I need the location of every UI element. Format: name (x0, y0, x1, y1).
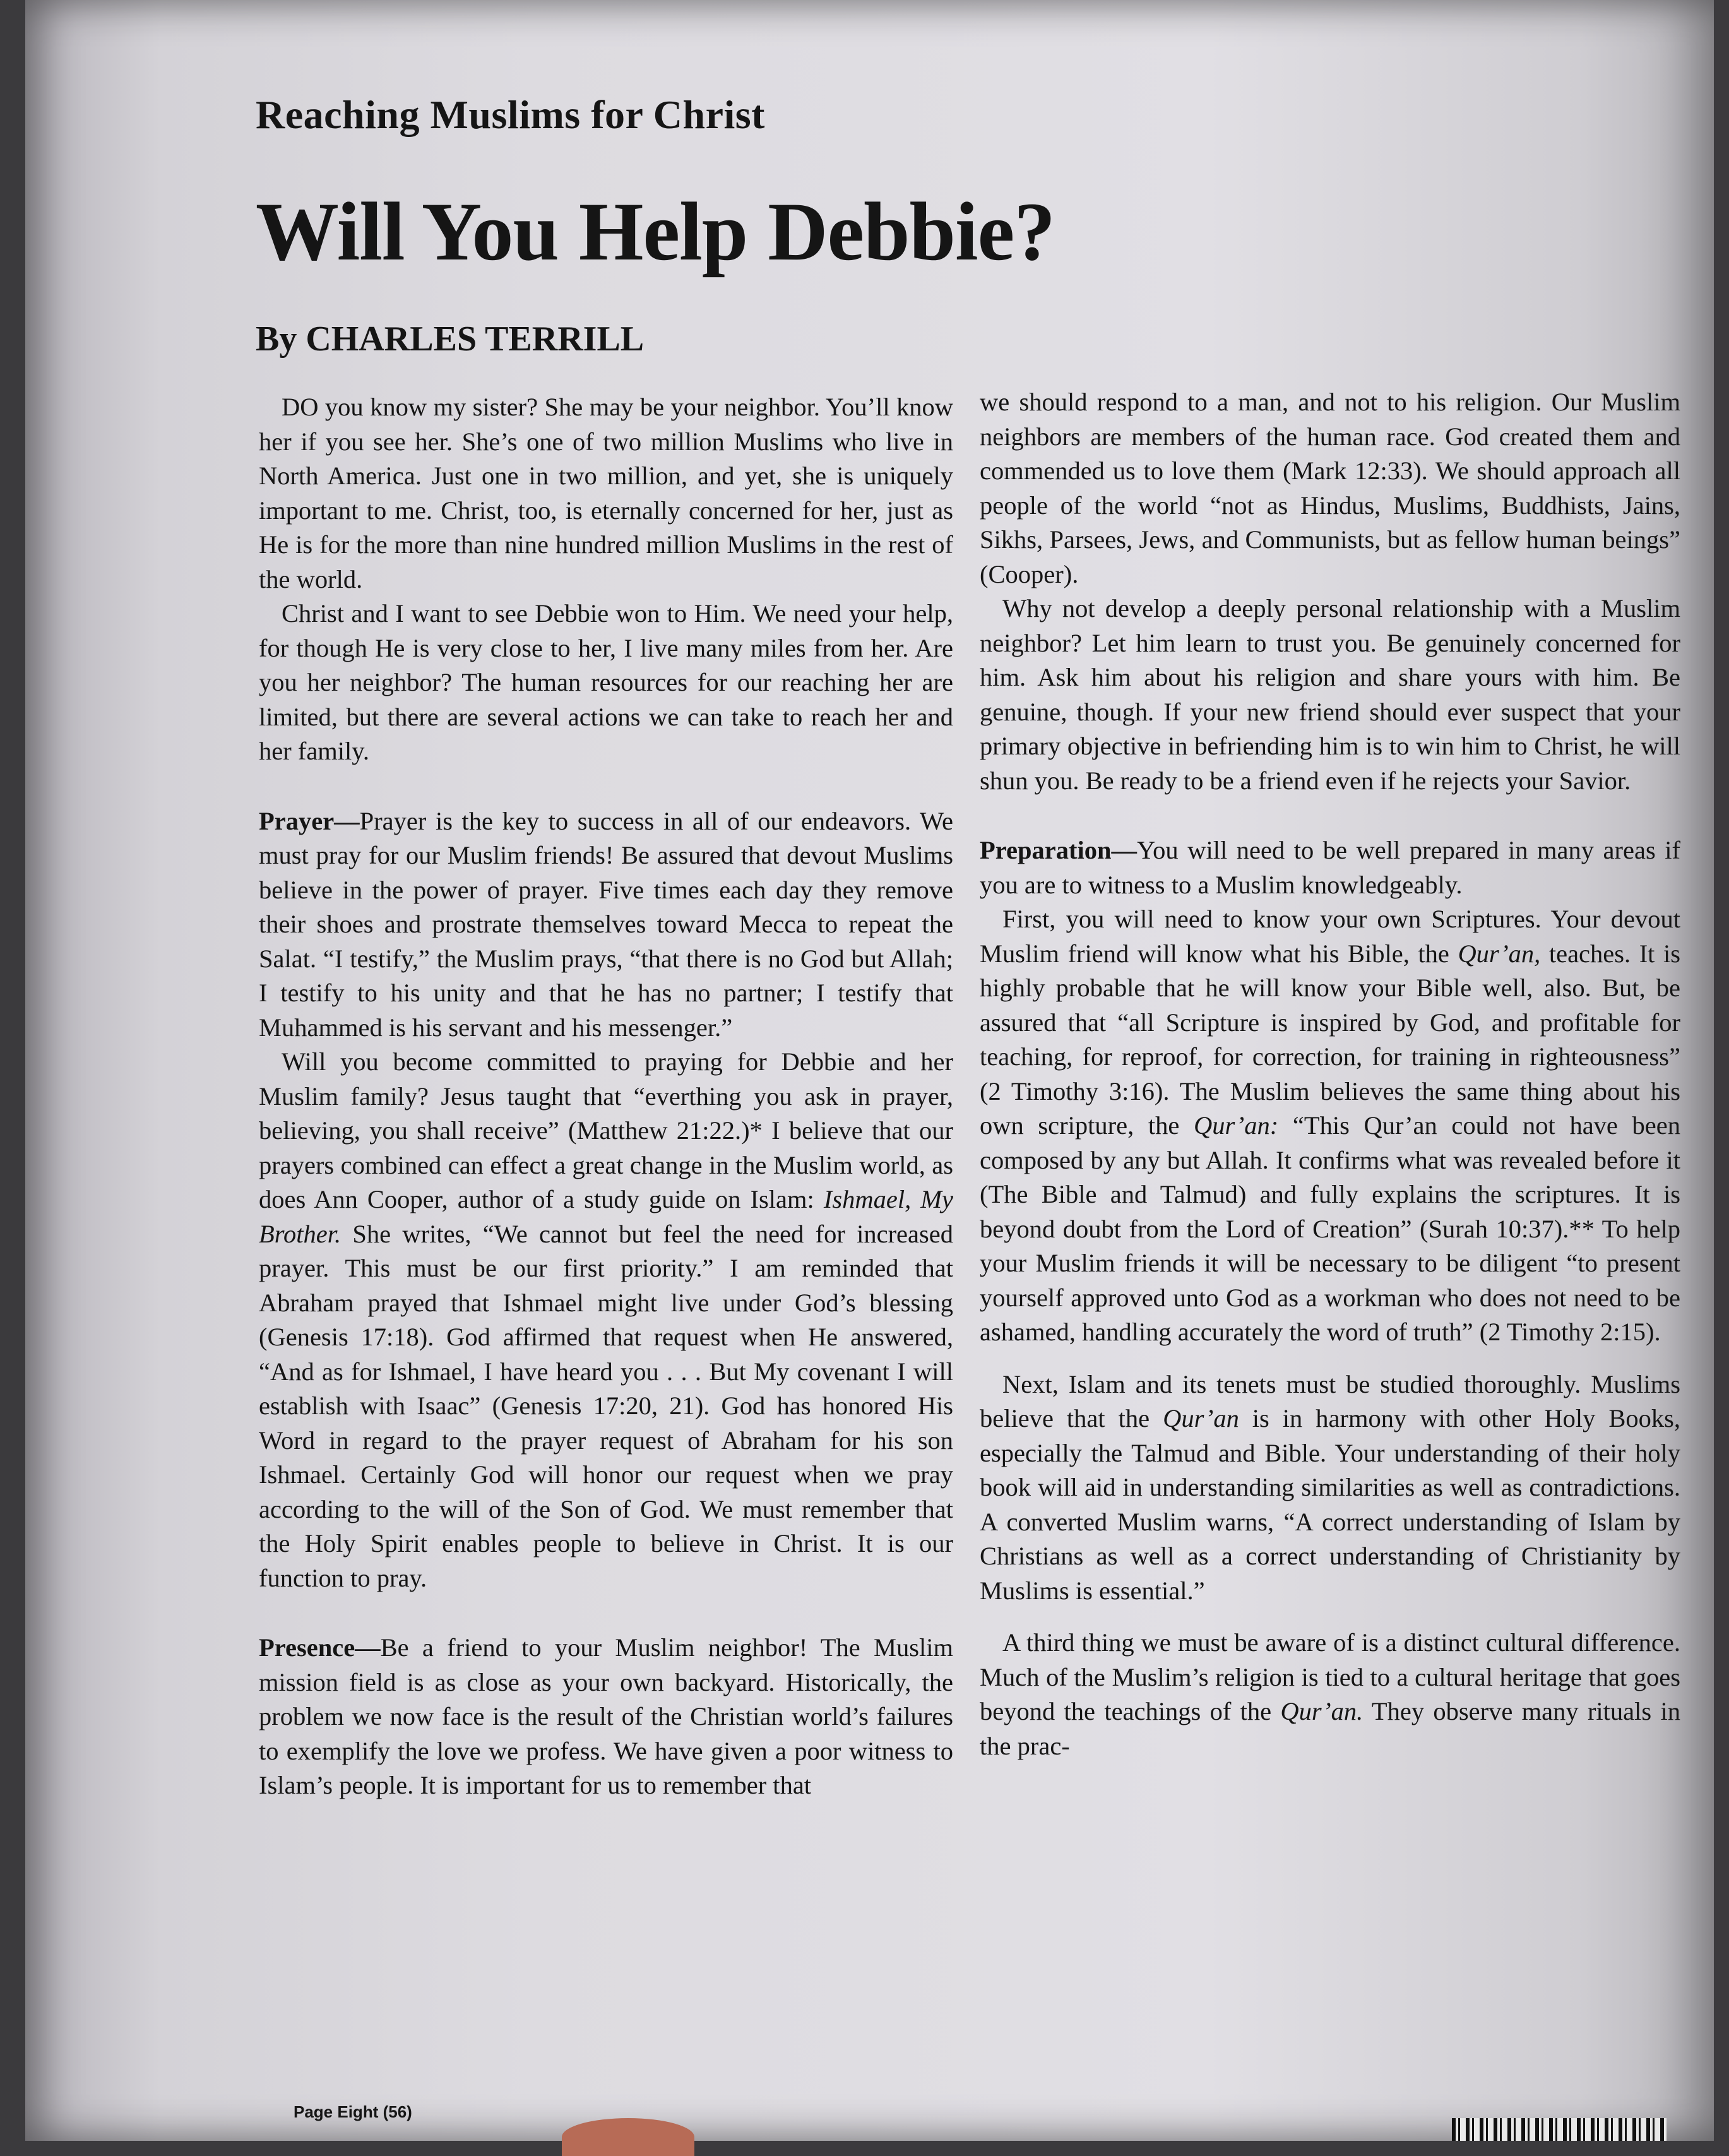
byline: By CHARLES TERRILL (256, 319, 645, 359)
italic-run: Qur’an, (1458, 939, 1541, 968)
book-title: Ishmael, My Brother. (259, 1185, 953, 1248)
prayer-text: Prayer is the key to success in all of our endeavors. We must pray for our Muslim friends! Be assured that devout Muslims believe in the power of prayer. Five times each day they remove their shoes and prostrate themselves toward Mecca to repeat the Salat. “I testify,” the Muslim prays, “that there is no God but Allah; I testify to his unity and that he has no partner; I testify that Muhammed is his servant and his messenger.” (259, 806, 953, 1042)
presence-paragraph (259, 1631, 953, 1803)
presence-text: Be a friend to your Muslim neighbor! The Muslim mission field is as close as your own backyard. Historically, the problem we now face is the result of the Christian world’s failures to exemplify the love we profess. We have given a poor witness to Islam’s people. It is important for us to remember that (259, 1633, 953, 1799)
preparation-paragraph (980, 833, 1680, 902)
text-run: “This Qur’an could not have been composed by any but Allah. It confirms what was revealed before it (The Bible and Talmud) and fully explains the scriptures. It is beyond doubt from the Lord of Creation” (Surah 10:37).** To help your Muslim friends it will be necessary to be diligent “to present yourself approved unto God as a workman who does not need to be ashamed, handling accurately the word of truth” (2 Timothy 2:15). (980, 1111, 1681, 1346)
prayer-heading: Prayer— (259, 806, 360, 835)
prayer-paragraph (259, 804, 953, 1045)
text-run: First, you will need to know your own Scriptures. Your devout Muslim friend will know what his Bible, the (980, 905, 1680, 968)
barcode-strip (1452, 2118, 1667, 2141)
text-run: She writes, “We cannot but feel the need for increased prayer. This must be our first priority.” I am reminded that Abraham prayed that Ishmael might live under God’s blessing (Genesis 17:18). God affirmed that request when He answered, “And as for Ishmael, I have heard you . . . But My covenant I will establish with Isaac” (Genesis 17:20, 21). God has honored His Word in regard to the prayer request of Abraham for his son Ishmael. Certainly God will honor our request when we pray according to the will of the Son of God. We must remember that the Holy Spirit enables people to believe in Christ. It is our function to pray. (259, 1219, 953, 1592)
magazine-page (25, 0, 1714, 2141)
paragraph (259, 1045, 953, 1595)
preparation-text: You will need to be well prepared in many areas if you are to witness to a Muslim knowledgeably. (980, 836, 1680, 899)
paragraph (980, 1626, 1680, 1763)
italic-run: Qur’an (1163, 1404, 1239, 1432)
section-kicker: Reaching Muslims for Christ (256, 92, 765, 137)
paragraph: Why not develop a deeply personal relationship with a Muslim neighbor? Let him learn to trust you. Be genuinely concerned for him. Ask him about his religion and share yours with him. Be genuine, though. If your new friend should ever suspect that your primary objective in befriending him is to win him to Christ, he will shun you. Be ready to be a friend even if he rejects your Savior. (980, 594, 1680, 795)
paragraph: DO you know my sister? She may be your neighbor. You’ll know her if you see her. She’s one of two million Muslims who live in North America. Just one in two million, and yet, she is uniquely important to me. Christ, too, is eternally concerned for her, just as He is for the more than nine hundred million Muslims in the rest of the world. (259, 393, 953, 593)
text-run: is in harmony with other Holy Books, especially the Talmud and Bible. Your understanding of their holy book will aid in understanding similarities as well as contradictions. A converted Muslim warns, “A correct understanding of Islam by Christians as well as a correct understanding of Christianity by Muslims is essential.” (980, 1404, 1680, 1605)
paragraph (980, 902, 1680, 1350)
presence-heading: Presence— (259, 1633, 381, 1662)
page-folio: Page Eight (56) (294, 2102, 412, 2121)
right-column (980, 385, 1680, 1763)
paragraph (980, 1367, 1680, 1609)
italic-run: Qur’an: (1194, 1111, 1279, 1140)
text-run: They observe many rituals in the prac- (980, 1697, 1680, 1760)
text-run: Next, Islam and its tenets must be studied thoroughly. Muslims believe that the (980, 1369, 1680, 1432)
text-run: Will you become committed to praying for Debbie and her Muslim family? Jesus taught that “everthing you ask in prayer, believing, you shall receive” (Matthew 21:22.)* I believe that our prayers combined can effect a great change in the Muslim world, as does Ann Cooper, author of a study guide on Islam: (259, 1047, 953, 1213)
thumb-shape (562, 2118, 694, 2156)
article-title: Will You Help Debbie? (256, 185, 1055, 278)
text-run: A third thing we must be aware of is a distinct cultural difference. Much of the Muslim’s religion is tied to a cultural heritage that goes beyond the teachings of the (980, 1628, 1680, 1725)
left-column (259, 390, 953, 1803)
paragraph: Christ and I want to see Debbie won to Him. We need your help, for though He is very close to her, I live many miles from her. Are you her neighbor? The human resources for our reaching her are limited, but there are several actions we can take to reach her and her family. (259, 599, 953, 765)
text-run: teaches. It is highly probable that he will know your Bible well, also. But, be assured that “all Scripture is inspired by God, and profitable for teaching, for reproof, for correction, for training in righteousness” (2 Timothy 3:16). The Muslim believes the same thing about his own scripture, the (980, 939, 1680, 1140)
preparation-heading: Preparation— (980, 836, 1137, 864)
italic-run: Qur’an. (1280, 1697, 1364, 1725)
paragraph: we should respond to a man, and not to his religion. Our Muslim neighbors are members of the human race. God created them and commended us to love them (Mark 12:33). We should approach all people of the world “not as Hindus, Muslims, Buddhists, Jains, Sikhs, Parsees, Jews, and Communists, but as fellow human beings” (Cooper). (980, 388, 1680, 588)
